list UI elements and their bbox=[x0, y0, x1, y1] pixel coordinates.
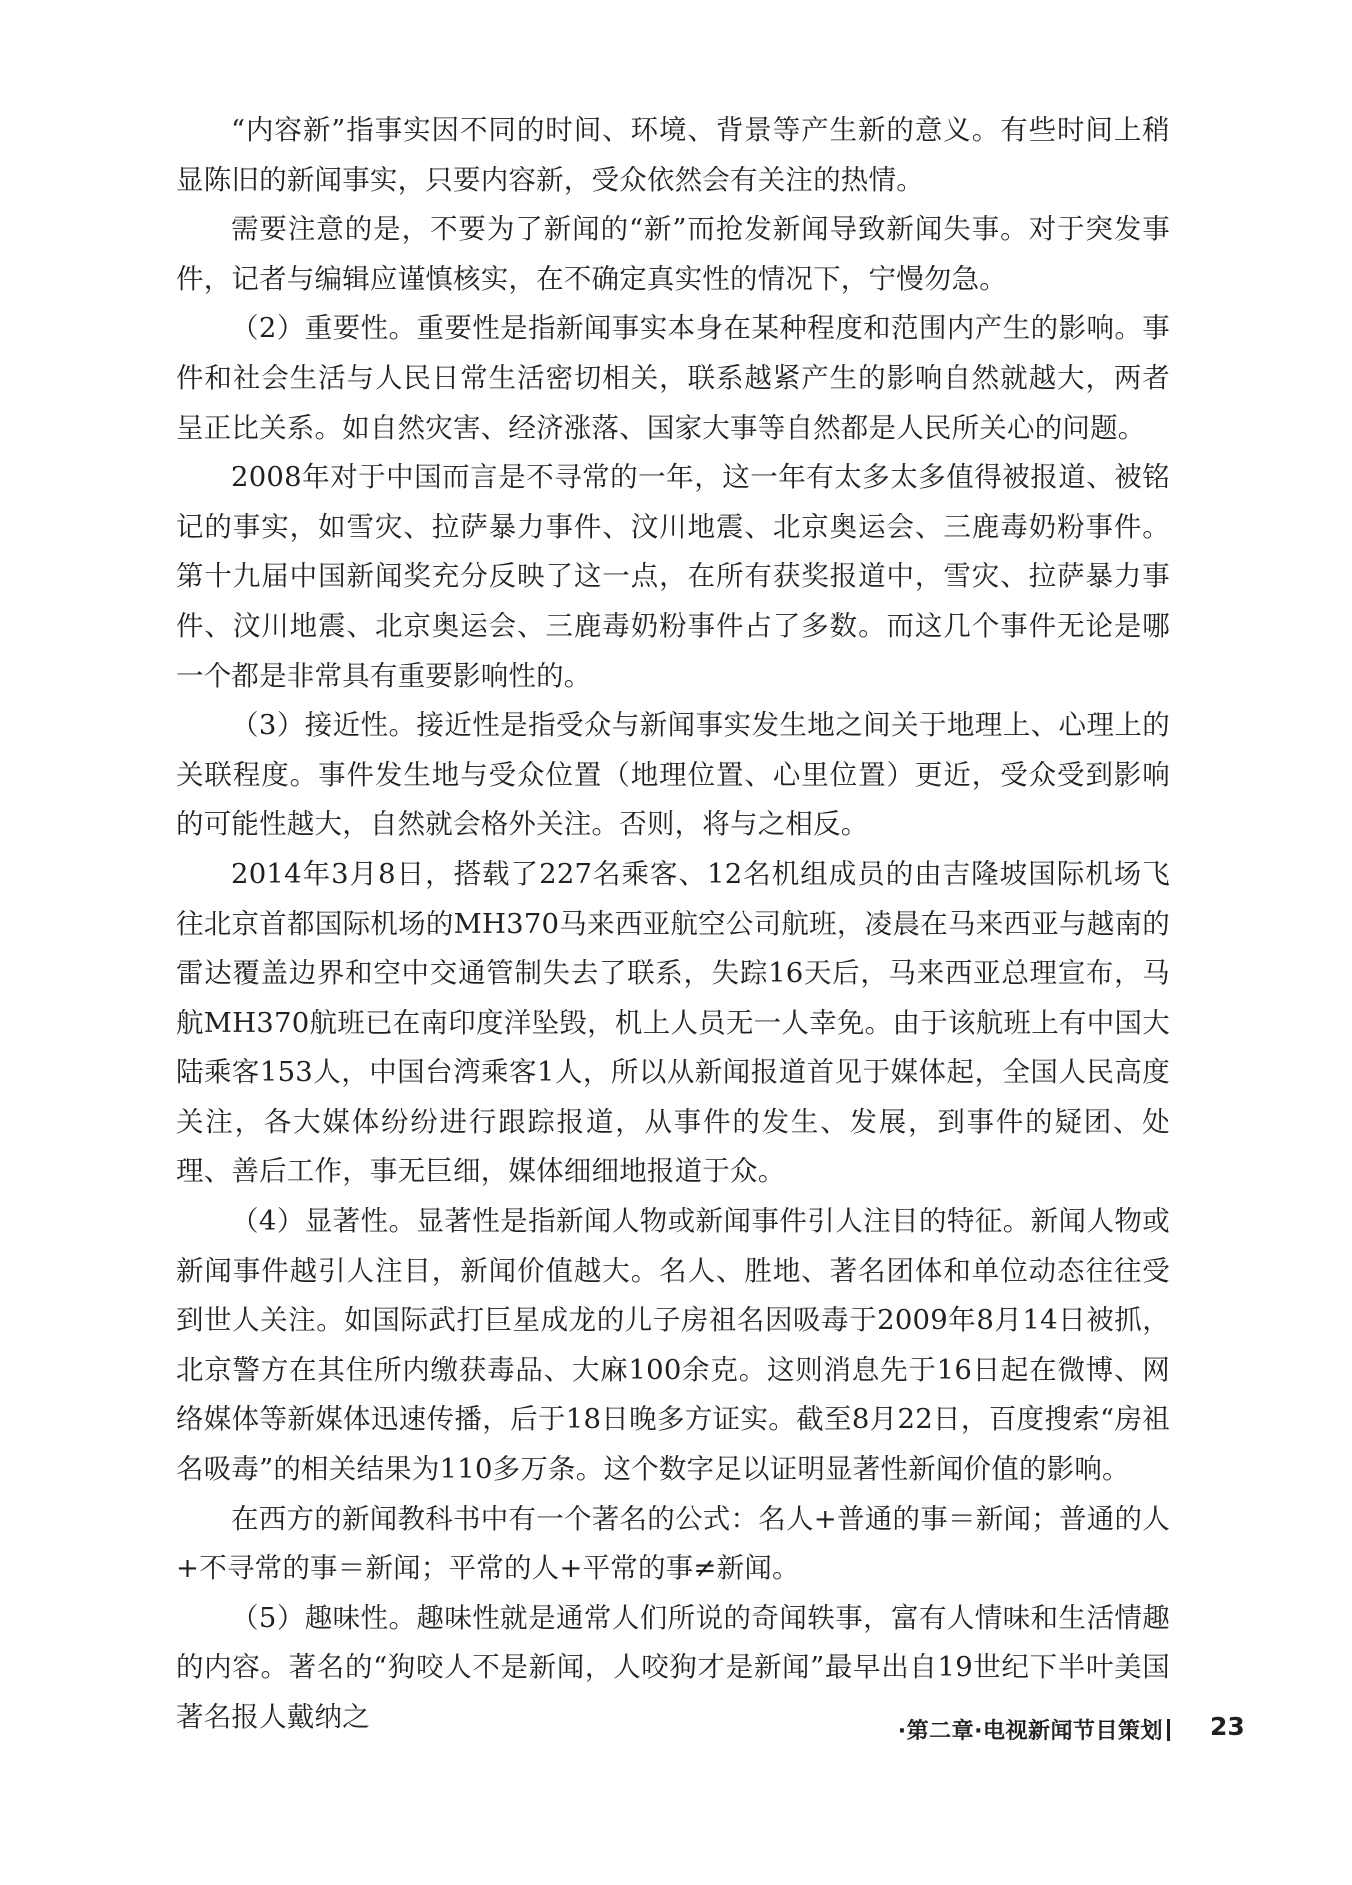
paragraph: 在西方的新闻教科书中有一个著名的公式：名人+普通的事＝新闻；普通的人+不寻常的事＝新闻；平常的人+平常的事≠新闻。 bbox=[176, 1502, 1170, 1585]
paragraph: （2）重要性。重要性是指新闻事实本身在某种程度和范围内产生的影响。事件和社会生活与人民日常生活密切相关，联系越紧产生的影响自然就越大，两者呈正比关系。如自然灾害、经济涨落、国家大事等自然都是人民所关心的问题。 bbox=[176, 312, 1170, 444]
paragraph: （5）趣味性。趣味性就是通常人们所说的奇闻轶事，富有人情味和生活情趣的内容。著名的“狗咬人不是新闻，人咬狗才是新闻”最早出自19世纪下半叶美国著名报人戴纳之 bbox=[176, 1601, 1170, 1733]
divider-bar bbox=[1167, 1719, 1170, 1741]
page-footer bbox=[0, 1708, 1352, 1748]
paragraph: “内容新”指事实因不同的时间、环境、背景等产生新的意义。有些时间上稍显陈旧的新闻事实，只要内容新，受众依然会有关注的热情。 bbox=[176, 114, 1170, 196]
running-head bbox=[898, 1714, 1170, 1745]
page-number: 23 bbox=[1210, 1712, 1245, 1741]
body-text bbox=[176, 106, 1170, 1743]
paragraph: 需要注意的是，不要为了新闻的“新”而抢发新闻导致新闻失事。对于突发事件，记者与编辑应谨慎核实，在不确定真实性的情况下，宁慢勿急。 bbox=[176, 213, 1170, 295]
paragraph: 2008年对于中国而言是不寻常的一年，这一年有太多太多值得被报道、被铭记的事实，如雪灾、拉萨暴力事件、汶川地震、北京奥运会、三鹿毒奶粉事件。第十九届中国新闻奖充分反映了这一点，在所有获奖报道中，雪灾、拉萨暴力事件、汶川地震、北京奥运会、三鹿毒奶粉事件占了多数。而这几个事件无论是哪一个都是非常具有重要影响性的。 bbox=[176, 461, 1170, 692]
paragraph: （4）显著性。显著性是指新闻人物或新闻事件引人注目的特征。新闻人物或新闻事件越引人注目，新闻价值越大。名人、胜地、著名团体和单位动态往往受到世人关注。如国际武打巨星成龙的儿子房祖名因吸毒于2009年8月14日被抓，北京警方在其住所内缴获毒品、大麻100余克。这则消息先于16日起在微博、网络媒体等新媒体迅速传播，后于18日晚多方证实。截至8月22日，百度搜索“房祖名吸毒”的相关结果为110多万条。这个数字足以证明显著性新闻价值的影响。 bbox=[176, 1205, 1170, 1486]
paragraph: （3）接近性。接近性是指受众与新闻事实发生地之间关于地理上、心理上的关联程度。事件发生地与受众位置（地理位置、心里位置）更近，受众受到影响的可能性越大，自然就会格外关注。否则，将与之相反。 bbox=[176, 709, 1170, 841]
paragraph: 2014年3月8日，搭载了227名乘客、12名机组成员的由吉隆坡国际机场飞往北京首都国际机场的MH370马来西亚航空公司航班，凌晨在马来西亚与越南的雷达覆盖边界和空中交通管制失去了联系，失踪16天后，马来西亚总理宣布，马航MH370航班已在南印度洋坠毁，机上人员无一人幸免。由于该航班上有中国大陆乘客153人，中国台湾乘客1人，所以从新闻报道首见于媒体起，全国人民高度关注，各大媒体纷纷进行跟踪报道，从事件的发生、发展，到事件的疑团、处理、善后工作，事无巨细，媒体细细地报道于众。 bbox=[176, 857, 1170, 1188]
running-head-label: ·第二章·电视新闻节目策划 bbox=[897, 1719, 1163, 1744]
